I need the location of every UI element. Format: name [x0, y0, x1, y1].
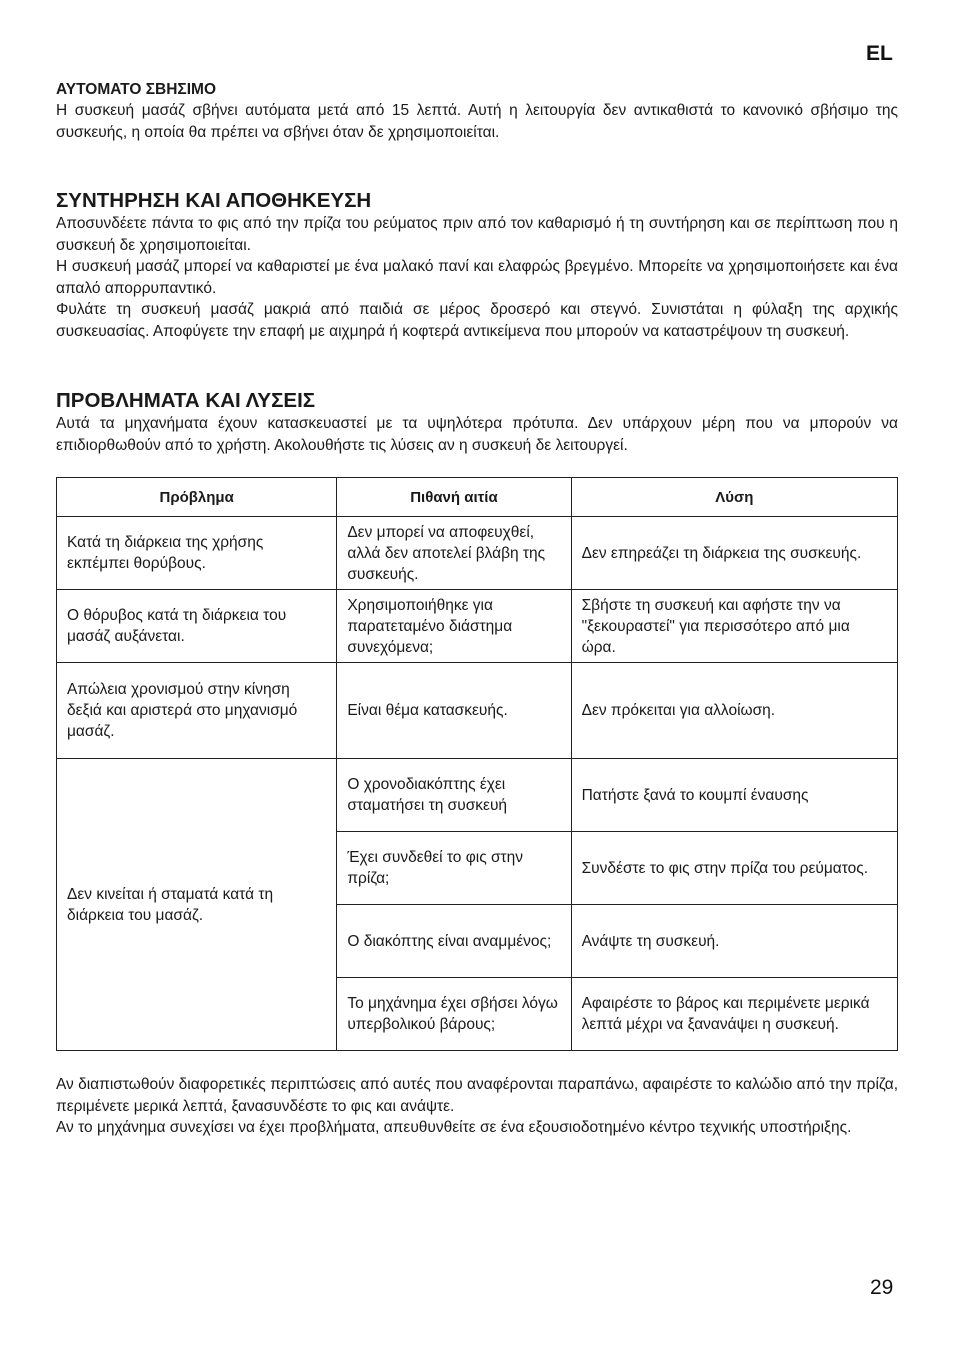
solution-cell: Δεν πρόκειται για αλλοίωση. — [571, 663, 897, 759]
page-number: 29 — [870, 1276, 894, 1299]
table-row — [57, 517, 898, 590]
cause-cell: Δεν μπορεί να αποφευχθεί, αλλά δεν αποτελεί βλάβη της συσκευής. — [337, 517, 571, 590]
auto-off-title: ΑΥΤΟΜΑΤΟ ΣΒΗΣΙΜΟ — [56, 81, 217, 98]
solution-cell: Σβήστε τη συσκευή και αφήστε την να "ξεκουραστεί" για περισσότερο από μια ώρα. — [571, 590, 897, 663]
table-row — [57, 590, 898, 663]
solution-cell: Αφαιρέστε το βάρος και περιμένετε μερικά λεπτά μέχρι να ξανανάψει η συσκευή. — [571, 978, 897, 1051]
footer-paragraph: Αν διαπιστωθούν διαφορετικές περιπτώσεις από αυτές που αναφέρονται παραπάνω, αφαιρέστε το καλώδιο από την πρίζα, περιμένετε μερικά λεπτά, ξανασυνδέστε το φις και ανάψτε. — [56, 1076, 898, 1115]
solution-cell: Συνδέστε το φις στην πρίζα του ρεύματος. — [571, 832, 897, 905]
column-header-problem: Πρόβλημα — [57, 478, 337, 517]
footer-paragraph: Αν το μηχάνημα συνεχίσει να έχει προβλήματα, απευθυνθείτε σε ένα εξουσιοδοτημένο κέντρο τεχνικής υποστήριξης. — [56, 1119, 852, 1136]
cause-cell: Το μηχάνημα έχει σβήσει λόγω υπερβολικού βάρους; — [337, 978, 571, 1051]
column-header-cause: Πιθανή αιτία — [337, 478, 571, 517]
language-tag: EL — [866, 42, 893, 65]
table-header-row — [57, 478, 898, 517]
solution-cell: Δεν επηρεάζει τη διάρκεια της συσκευής. — [571, 517, 897, 590]
cause-cell: Χρησιμοποιήθηκε για παρατεταμένο διάστημα συνεχόμενα; — [337, 590, 571, 663]
column-header-solution: Λύση — [571, 478, 897, 517]
maintenance-paragraph: Φυλάτε τη συσκευή μασάζ μακριά από παιδιά σε μέρος δροσερό και στεγνό. Συνιστάται η φύλαξη της αρχικής συσκευασίας. Αποφύγετε την επαφή με αιχμηρά ή κοφτερά αντικείμενα που μπορούν να καταστρέψουν τη συσκευή. — [56, 301, 898, 340]
problem-cell: Ο θόρυβος κατά τη διάρκεια του μασάζ αυξάνεται. — [57, 590, 337, 663]
troubleshooting-table — [56, 477, 898, 1051]
maintenance-paragraph: Αποσυνδέετε πάντα το φις από την πρίζα του ρεύματος πριν από τον καθαρισμό ή τη συντήρηση και σε περίπτωση που η συσκευή δε χρησιμοποιείται. — [56, 215, 898, 254]
maintenance-paragraph: Η συσκευή μασάζ μπορεί να καθαριστεί με ένα μαλακό πανί και ελαφρώς βρεγμένο. Μπορείτε να χρησιμοποιήσετε και ένα απαλό απορρυπαντικό. — [56, 258, 898, 297]
problem-cell: Απώλεια χρονισμού στην κίνηση δεξιά και αριστερά στο μηχανισμό μασάζ. — [57, 663, 337, 759]
cause-cell: Είναι θέμα κατασκευής. — [337, 663, 571, 759]
problem-cell: Δεν κινείται ή σταματά κατά τη διάρκεια του μασάζ. — [57, 759, 337, 1051]
table-row — [57, 759, 898, 832]
cause-cell: Ο χρονοδιακόπτης έχει σταματήσει τη συσκευή — [337, 759, 571, 832]
table-row — [57, 663, 898, 759]
cause-cell: Ο διακόπτης είναι αναμμένος; — [337, 905, 571, 978]
solution-cell: Ανάψτε τη συσκευή. — [571, 905, 897, 978]
page-content — [56, 80, 898, 1139]
troubleshooting-title: ΠΡΟΒΛΗΜΑΤΑ ΚΑΙ ΛΥΣΕΙΣ — [56, 389, 316, 412]
auto-off-text: Η συσκευή μασάζ σβήνει αυτόματα μετά από 15 λεπτά. Αυτή η λειτουργία δεν αντικαθιστά το κανονικό σβήσιμο της συσκευής, η οποία θα πρέπει να σβήνει όταν δε χρησιμοποιείται. — [56, 102, 898, 141]
solution-cell: Πατήστε ξανά το κουμπί έναυσης — [571, 759, 897, 832]
troubleshooting-intro: Αυτά τα μηχανήματα έχουν κατασκευαστεί με τα υψηλότερα πρότυπα. Δεν υπάρχουν μέρη που να μπορούν να επιδιορθωθούν από το χρήστη. Ακολουθήστε τις λύσεις αν η συσκευή δε λειτουργεί. — [56, 415, 898, 454]
maintenance-title: ΣΥΝΤΗΡΗΣΗ ΚΑΙ ΑΠΟΘΗΚΕΥΣΗ — [56, 189, 372, 212]
cause-cell: Έχει συνδεθεί το φις στην πρίζα; — [337, 832, 571, 905]
problem-cell: Κατά τη διάρκεια της χρήσης εκπέμπει θορύβους. — [57, 517, 337, 590]
